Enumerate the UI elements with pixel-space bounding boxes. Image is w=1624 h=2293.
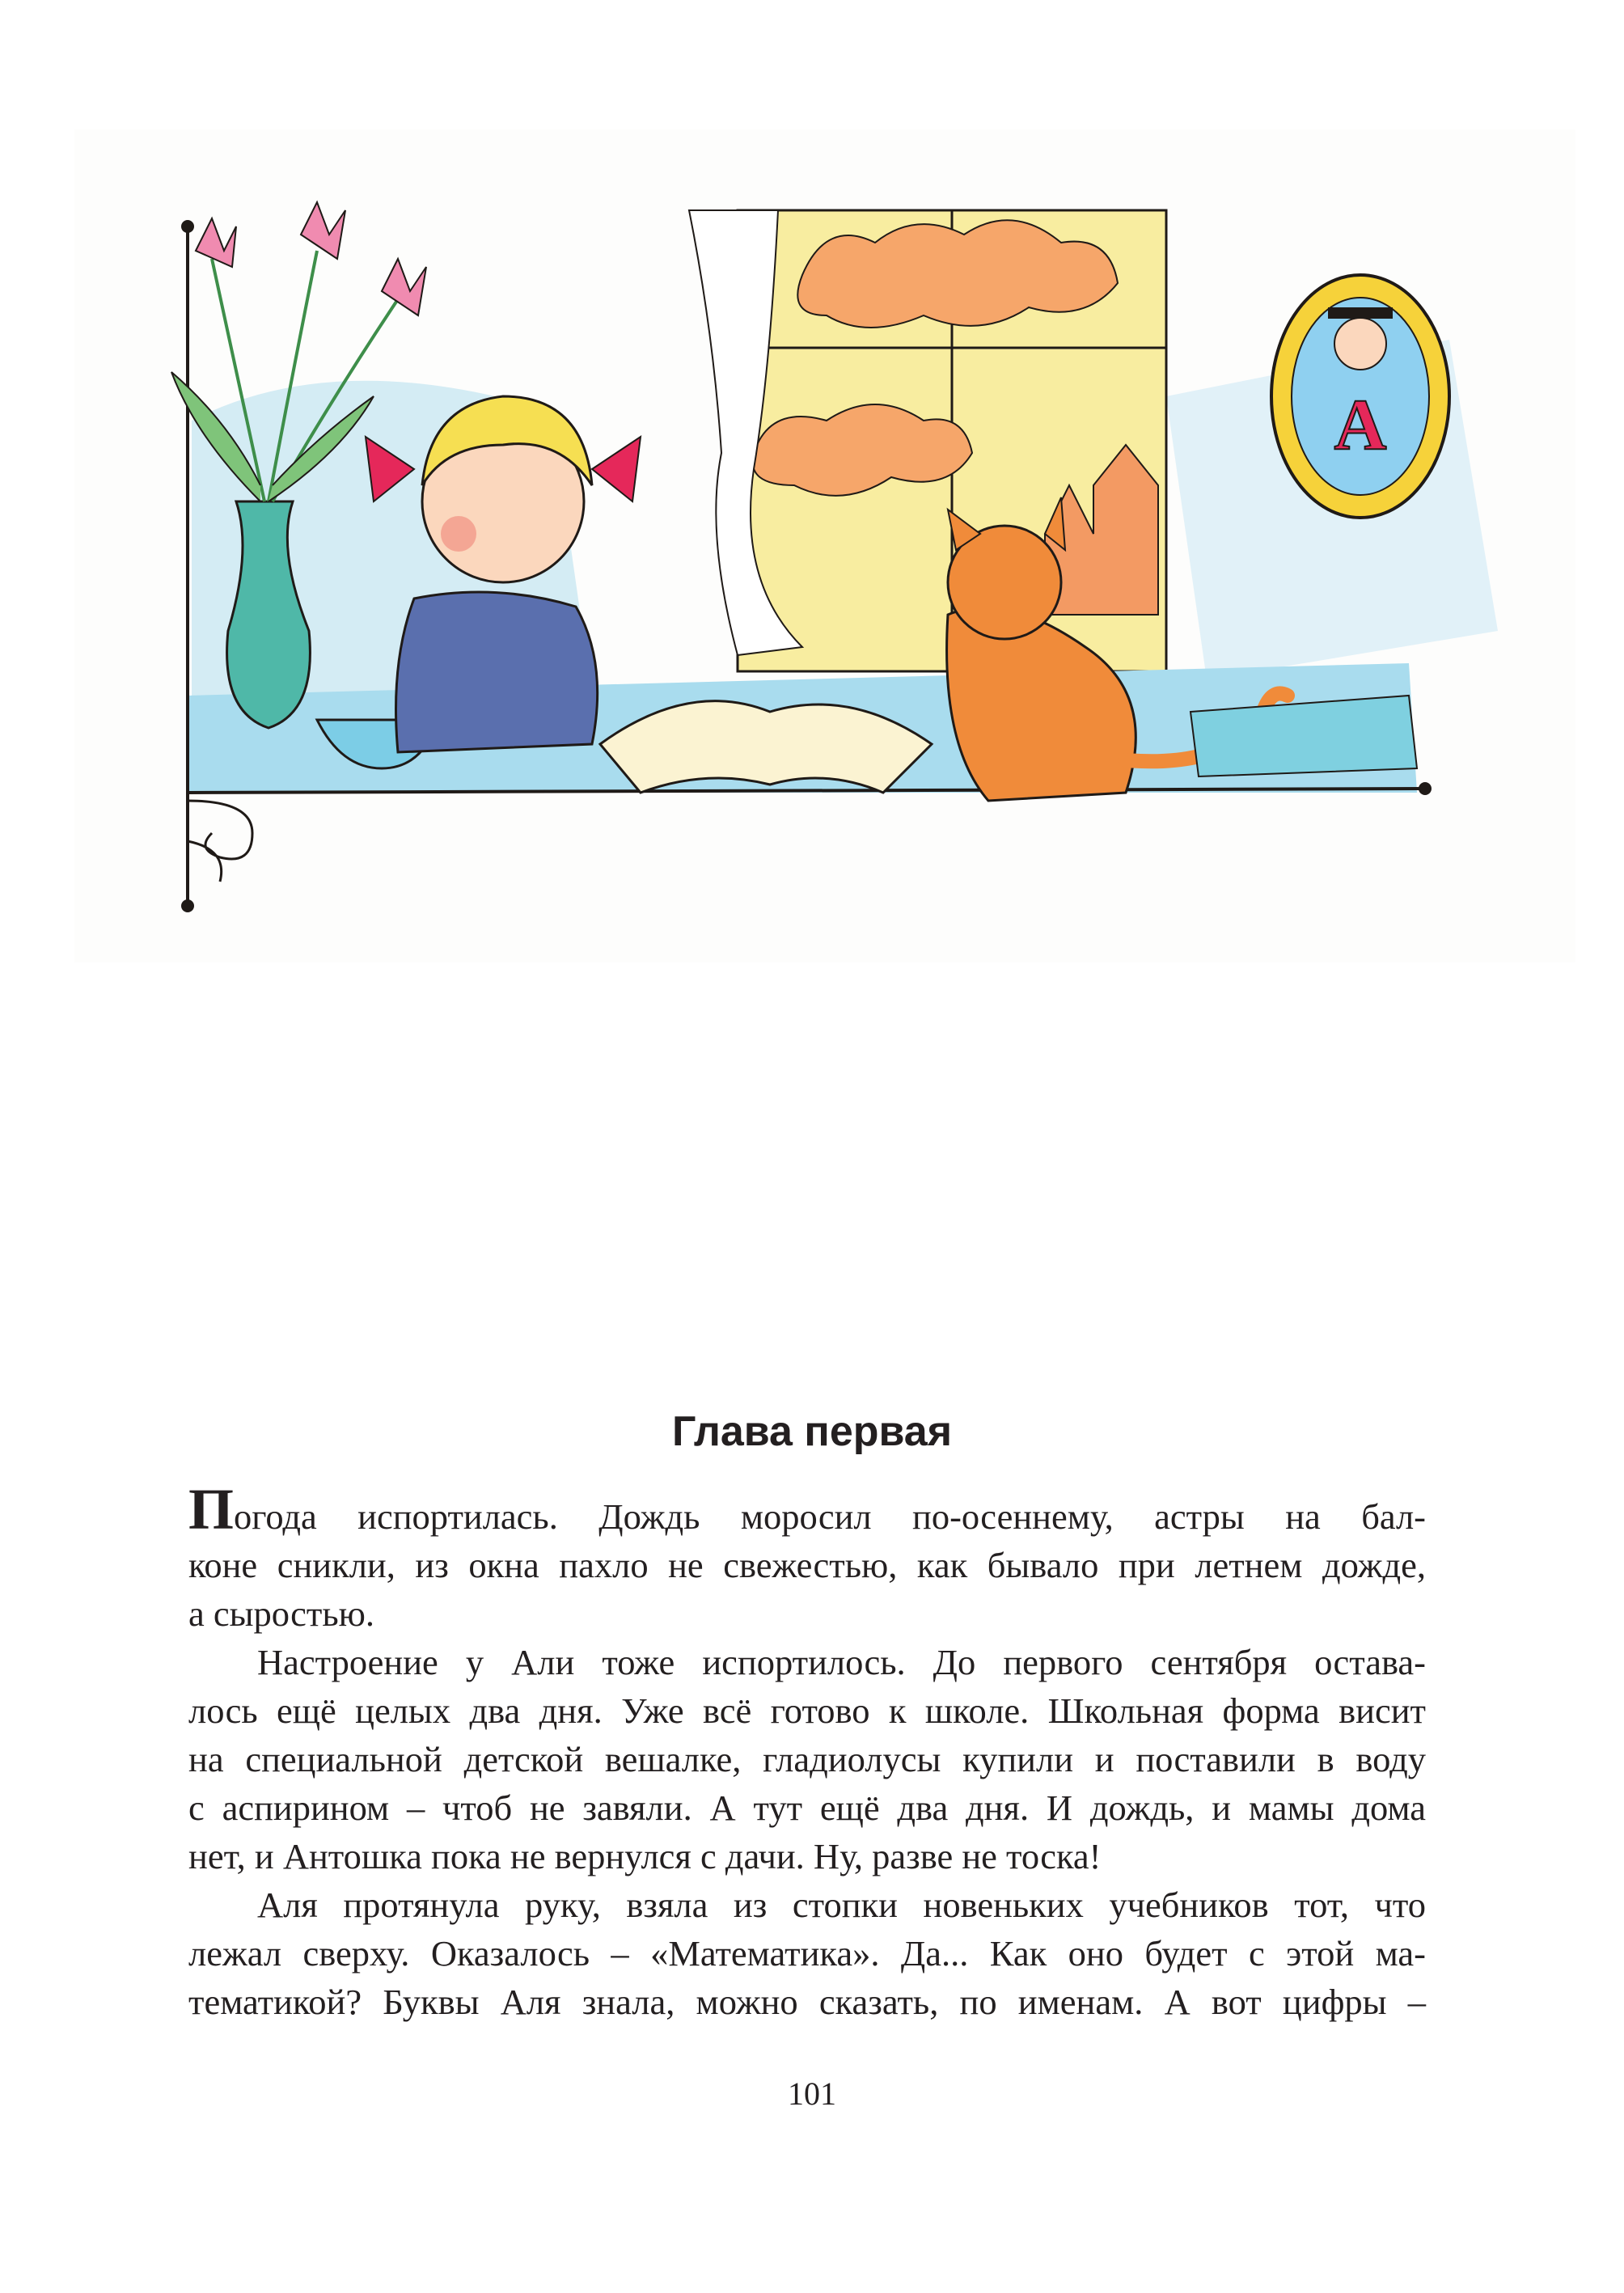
- text-line-6: на специальной детской вешалке, гладиолусы купили и поставили в воду: [188, 1739, 1426, 1779]
- text-line-4: Настроение у Али тоже испортилось. До первого сентября остава-: [257, 1642, 1426, 1682]
- portrait-letter: А: [1334, 385, 1387, 465]
- page-number: 101: [788, 2075, 836, 2112]
- drop-cap: П: [188, 1477, 235, 1542]
- chapter-title: Глава первая: [671, 1408, 953, 1455]
- text-line-9: Аля протянула руку, взяла из стопки новеньких учебников тот, что: [257, 1885, 1426, 1925]
- portrait-face: [1334, 318, 1386, 370]
- girl-dress: [396, 592, 598, 752]
- frame-post-foot: [181, 899, 194, 912]
- text-line-11: тематикой? Буквы Аля знала, можно сказать, по именам. А вот цифры –: [188, 1982, 1426, 2022]
- text-line-8: нет, и Антошка пока не вернулся с дачи. Ну, разве не тоска!: [188, 1836, 1102, 1876]
- girl-cheek: [441, 516, 476, 552]
- chapter-illustration: [74, 129, 1575, 962]
- body-text: [188, 1477, 1426, 2026]
- text-line-2: коне сникли, из окна пахло не свежестью, как бывало при летнем дожде,: [188, 1545, 1426, 1585]
- portrait-hat: [1328, 307, 1393, 319]
- frame-post-cap: [181, 220, 194, 233]
- text-line-7: с аспирином – чтоб не завяли. А тут ещё два дня. И дождь, и мамы дома: [188, 1787, 1426, 1828]
- text-line-3: а сыростью.: [188, 1593, 374, 1634]
- text-line-10: лежал сверху. Оказалось – «Математика». Да... Как оно будет с этой ма-: [188, 1933, 1426, 1974]
- girl-bow-right: [592, 437, 641, 501]
- text-line-5: лось ещё целых два дня. Уже всё готово к школе. Школьная форма висит: [188, 1690, 1426, 1731]
- flowers: [196, 202, 426, 315]
- table-edge-cap: [1419, 782, 1432, 795]
- bracket-ornament: [188, 801, 252, 882]
- text-line-1: Погода испортилась. Дождь моросил по-осеннему, астры на бал-: [188, 1477, 1426, 1542]
- illustration-drawing: [74, 129, 1575, 962]
